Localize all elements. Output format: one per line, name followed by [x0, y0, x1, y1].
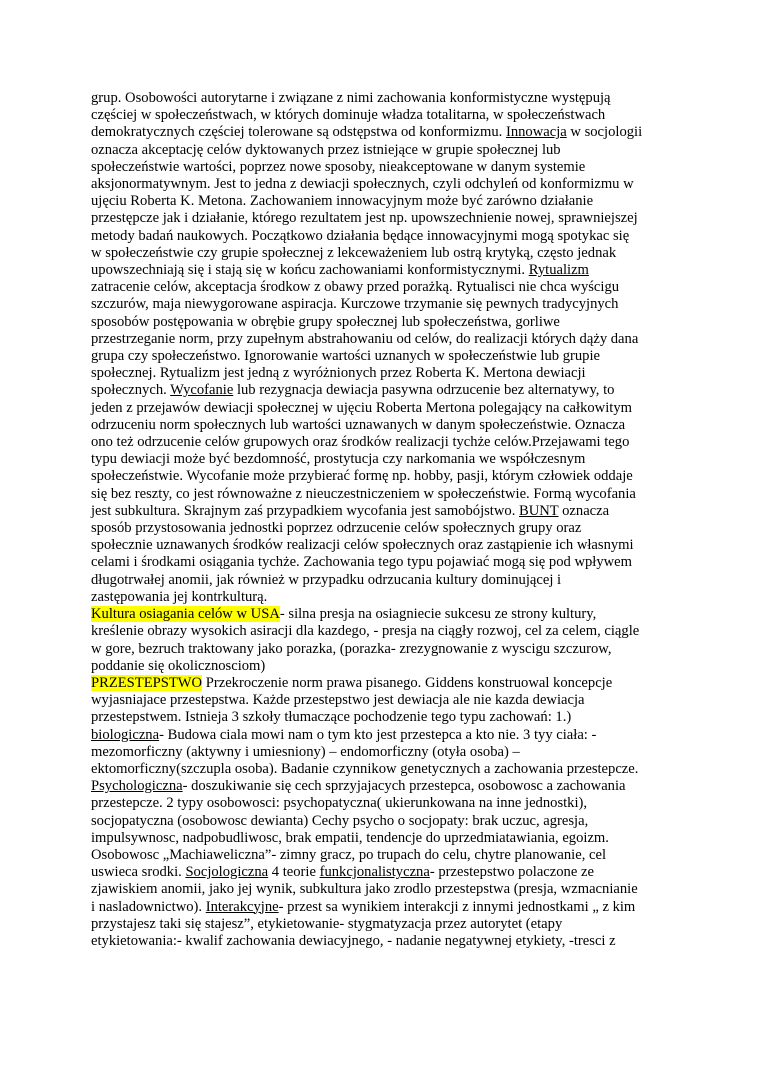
text-run: sposób przystosowania jednostki poprzez odrzucenie celów społecznych grupy oraz — [91, 520, 582, 537]
text-line — [91, 468, 676, 485]
text-line — [91, 486, 676, 503]
text-run: lub rezygnacja dewiacja pasywna odrzucenie bez alternatywy, to — [233, 382, 615, 399]
text-run: wyjasniajace przestepstwa. Każde przestepstwo jest dewiacja ale nie kazda dewiacja — [91, 692, 585, 709]
text-line — [91, 744, 676, 761]
text-run: w gore, bezruch traktowany jako porazka, (porazka- zrezygnowanie z wyscigu szczurow, — [91, 640, 612, 657]
text-line — [91, 107, 676, 124]
text-run: Osobowosc „Machiawelicznа”- zimny gracz, po trupach do celu, chytre planowanie, cel — [91, 846, 607, 863]
underlined-term: Psychologiczna — [91, 778, 183, 795]
highlighted-heading: Kultura osiagania celów w USA — [91, 606, 280, 623]
text-line — [91, 400, 676, 417]
text-run: przystajesz taki się stajesz”, etykietowanie- stygmatyzacja przez autorytet (etapy — [91, 915, 563, 932]
text-line — [91, 228, 676, 245]
text-run: - doszukiwanie się cech sprzyjajacych przestepca, osobowosc a zachowania — [182, 778, 626, 795]
text-run: grup. Osobowości autorytarne i związane z nimi zachowania konformistyczne występują — [91, 90, 611, 106]
document-body — [91, 90, 676, 950]
text-run: zatracenie celów, akceptacja środkow z obawy przed porażką. Rytualisci nie chca wyścigu — [91, 279, 620, 296]
text-line — [91, 434, 676, 451]
text-run: - przestepstwo polaczone ze — [429, 864, 594, 881]
text-run: ektomorficzny(szczupla osoba). Badanie czynnikow genetycznych a zachowania przestepcze. — [91, 760, 639, 777]
text-line — [91, 692, 676, 709]
text-run: uswieca srodki. — [91, 864, 186, 881]
text-line — [91, 761, 676, 778]
underlined-term: Innowacja — [505, 124, 567, 141]
text-run: przestepstwem. Istnieja 3 szkoły tłumaczące pochodzenie tego typu zachowań: 1.) — [91, 709, 572, 726]
text-line — [91, 193, 676, 210]
text-run: jeden z przejawów dewiacji społecznej w ujęciu Roberta Mertona polegający na całkowitym — [91, 399, 632, 416]
text-line — [91, 623, 676, 640]
underlined-term: Wycofanie — [170, 382, 234, 399]
text-run: socjopatyczna (osobowosc dewianta) Cechy psycho o socjopaty: brak uczuc, agresja, — [91, 812, 589, 829]
text-line — [91, 899, 676, 916]
text-run: mezomorficzny (aktywny i umiesniony) – endomorficzny (otyła osoba) – — [91, 743, 520, 760]
text-line — [91, 142, 676, 159]
text-run: odrzuceniu norm społecznych lub wartości uznawanych w danym społeczeństwie. Oznacza — [91, 416, 626, 433]
text-run: przestępcze jak i działanie, którego rezultatem jest np. upowszechnienie nowej, sprawniejszej — [91, 210, 638, 227]
text-run: częściej w społeczeństwach, w których dominuje władza totalitarna, w społeczeństwach — [91, 107, 606, 124]
text-run: upowszechniają się i stają się w końcu zachowaniami konformistycznymi. — [91, 262, 529, 279]
text-run: w społeczeństwie czy grupie społecznej z lekceważeniem lub ostrą krytyką, często jednak — [91, 244, 617, 261]
text-line — [91, 658, 676, 675]
text-line — [91, 778, 676, 795]
underlined-term: Socjologiczna — [185, 864, 269, 881]
text-line — [91, 520, 676, 537]
text-run: długotrwałej anomii, jak również w przypadku odrzucania kultury dominującej i — [91, 571, 562, 588]
text-run: poddanie się okolicznosciom) — [91, 657, 266, 674]
text-run: zastępowania jej kontrkulturą. — [91, 588, 268, 605]
text-run: - silna presja na osiagniecie sukcesu ze strony kultury, — [279, 606, 597, 623]
underlined-term: Rytualizm — [528, 262, 589, 279]
text-run: zjawiskiem anomii, jako jej wynik, subkultura jako zrodlo przestepstwa (presja, wzmacnianie — [91, 881, 638, 898]
text-line — [91, 365, 676, 382]
text-line — [91, 314, 676, 331]
text-run: się bez reszty, co jest równoważne z nieuczestniczeniem w społeczeństwie. Formą wycofania — [91, 485, 636, 502]
text-line — [91, 554, 676, 571]
text-run: kreślenie obrazy wysokich asiracji dla kazdego, - presja na ciągły rozwoj, cel za celem, ciągle — [91, 623, 640, 640]
underlined-term: biologiczna — [91, 726, 160, 743]
text-run: 4 teorie — [268, 864, 320, 881]
text-line — [91, 331, 676, 348]
highlighted-heading: PRZESTEPSTWO — [91, 674, 203, 691]
text-run: Przekroczenie norm prawa pisanego. Giddens konstruowal koncepcje — [202, 674, 613, 691]
text-line — [91, 210, 676, 227]
text-line — [91, 296, 676, 313]
text-run: przestrzeganie norm, przy zupełnym abstrahowaniu od celów, do realizacji których dąży dana — [91, 330, 639, 347]
text-run: metody badań naukowych. Początkowo działania będące innowacyjnymi mogą spotykac się — [91, 227, 630, 244]
text-line — [91, 503, 676, 520]
text-line — [91, 813, 676, 830]
text-line — [91, 176, 676, 193]
text-line — [91, 847, 676, 864]
text-run: oznacza — [558, 502, 610, 519]
text-line — [91, 348, 676, 365]
text-line — [91, 159, 676, 176]
text-line — [91, 864, 676, 881]
text-line — [91, 675, 676, 692]
text-line — [91, 606, 676, 623]
text-line — [91, 382, 676, 399]
text-line — [91, 881, 676, 898]
text-line — [91, 795, 676, 812]
text-run: - przest sa wynikiem interakcji z innymi jednostkami „ z kim — [278, 898, 636, 915]
text-line — [91, 933, 676, 950]
text-run: i nasladownictwo). — [91, 898, 206, 915]
text-line — [91, 417, 676, 434]
text-run: społecznej. Rytualizm jest jedną z wyróżnionych przez Roberta K. Mertona dewiacji — [91, 365, 586, 382]
text-line — [91, 709, 676, 726]
text-run: grupa czy społeczeństwo. Ignorowanie wartości uznanych w społeczeństwie lub grupie — [91, 348, 600, 365]
text-run: jest subkultura. Skrajnym zaś przypadkiem wycofania jest samobójstwo. — [91, 502, 519, 519]
text-run: ono też odrzucenie celów grupowych oraz środków realizacji tychże celów.Przejawami tego — [91, 434, 630, 451]
text-line — [91, 279, 676, 296]
text-run: szczurów, maja niewygorowane aspiracja. Kurczowe trzymanie się pewnych tradycyjnych — [91, 296, 619, 313]
underlined-term: BUNT — [519, 502, 559, 519]
text-line — [91, 245, 676, 262]
text-run: w socjologii — [566, 124, 643, 141]
text-run: sposobów postępowania w obrębie grupy społecznej lub społeczeństwa, gorliwe — [91, 313, 560, 330]
text-run: społecznych. — [91, 382, 171, 399]
text-run: impulsywnosc, nadpobudliwosc, brak empatii, tendencje do uprzedmiatawiania, egoizm. — [91, 829, 609, 846]
text-run: oznacza akceptację celów dyktowanych przez istniejące w grupie społecznej lub — [91, 141, 561, 158]
text-line — [91, 90, 676, 107]
text-line — [91, 589, 676, 606]
text-line — [91, 537, 676, 554]
underlined-term: funkcjonalistyczna — [319, 864, 430, 881]
text-line — [91, 641, 676, 658]
text-run: społecznie uznawanych środków realizacji celów społecznych oraz zastąpienie ich własnymi — [91, 537, 634, 554]
text-line — [91, 830, 676, 847]
text-run: - Budowa ciala mowi nam o tym kto jest przestepca a kto nie. 3 tyy ciała: - — [159, 726, 597, 743]
text-run: aksjonormatywnym. Jest to jedna z dewiacji społecznych, czyli odchyleń od konformizmu w — [91, 176, 634, 193]
text-line — [91, 727, 676, 744]
text-line — [91, 124, 676, 141]
text-line — [91, 262, 676, 279]
text-line — [91, 451, 676, 468]
text-run: demokratycznych częściej tolerowane są odstępstwa od konformizmu. — [91, 124, 506, 141]
text-run: celami i środkami osiągania tychże. Zachowania tego typu pojawiać mogą się pod wpływem — [91, 554, 633, 571]
text-run: przestepcze. 2 typy osobowosci: psychopatyczna( ukierunkowana na inne jednostki), — [91, 795, 588, 812]
underlined-term: Interakcyjne — [205, 898, 279, 915]
text-line — [91, 916, 676, 933]
text-run: społeczeństwie wartości, poprzez nowe sposoby, nieakceptowane w danym systemie — [91, 158, 586, 175]
text-run: typu dewiacji może być bezdomność, prostytucja czy narkomania we współczesnym — [91, 451, 586, 468]
text-run: ujęciu Roberta K. Metona. Zachowaniem innowacyjnym może być zarówno działanie — [91, 193, 594, 210]
text-run: etykietowania:- kwalif zachowania dewiacyjnego, - nadanie negatywnej etykiety, -tresci z — [91, 932, 616, 949]
text-run: społeczeństwie. Wycofanie może przybierać formę np. hobby, pasji, którym człowiek oddaje — [91, 468, 633, 485]
text-line — [91, 572, 676, 589]
